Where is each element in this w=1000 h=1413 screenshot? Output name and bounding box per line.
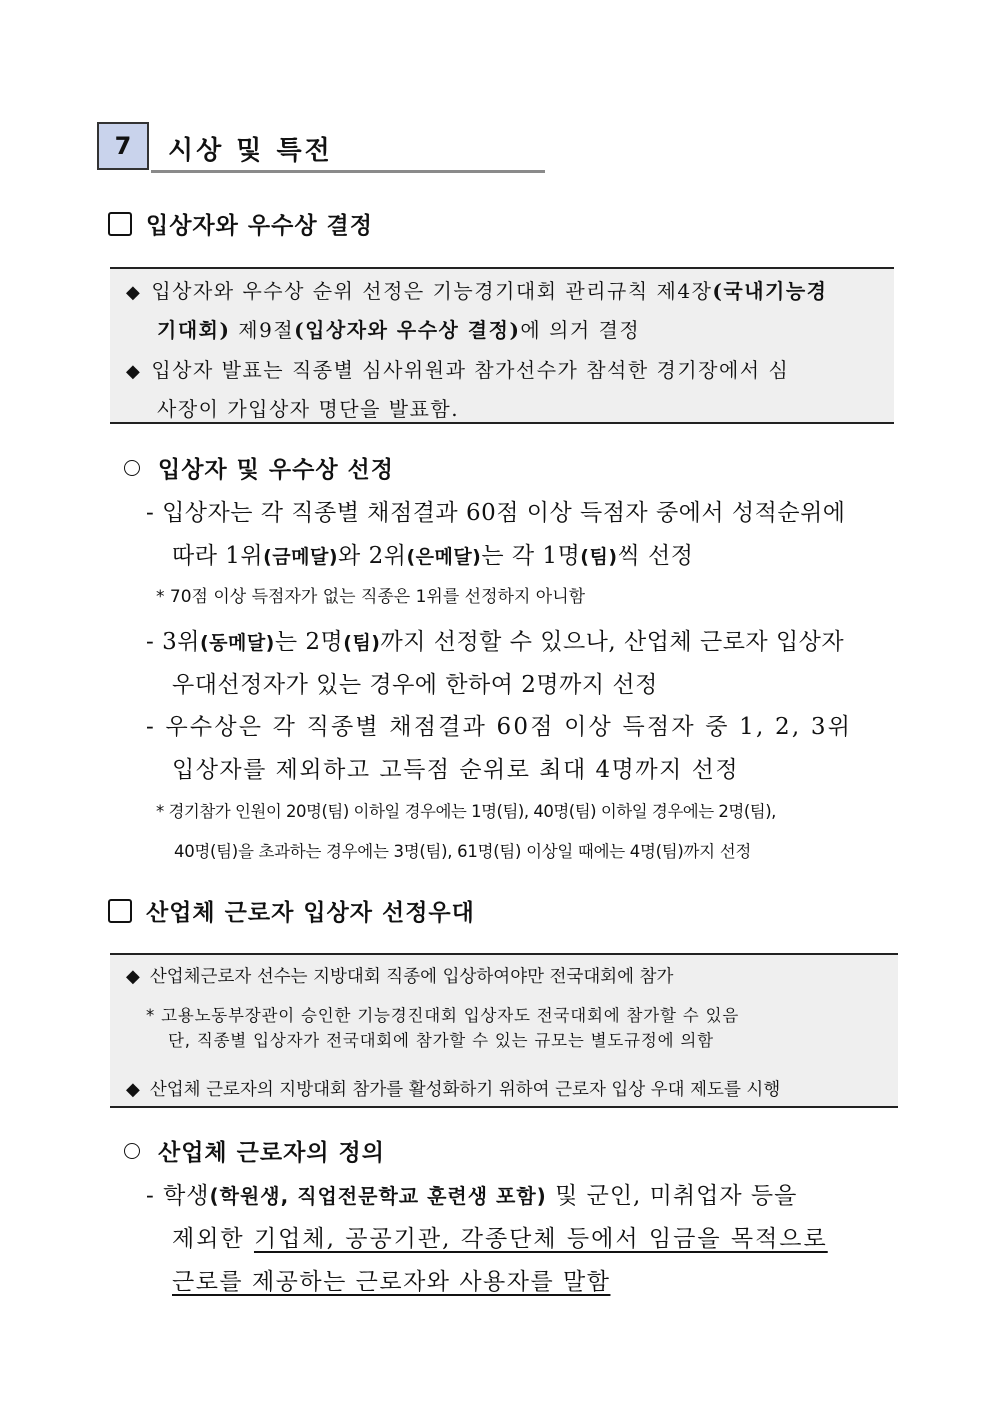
box1-line4: 사장이 가입상자 명단을 발표함. [157,397,460,421]
section-title: 시상 및 특전 [168,136,333,166]
note-2b: 40명(팀)을 초과하는 경우에는 3명(팀), 61명(팀) 이상일 때에는 4명(팀)까지 선정 [174,842,752,861]
checkbox-icon [108,899,132,923]
definition-line2: 제외한 기업체, 공공기관, 각종단체 등에서 임금을 목적으로 [172,1226,828,1252]
box2-note-a: * 고용노동부장관이 승인한 기능경진대회 입상자도 전국대회에 참가할 수 있음 [146,1006,740,1025]
part2-subheading: 산업체 근로자의 정의 [124,1134,385,1167]
section-underline [151,170,545,173]
item-b-line2: 우대선정자가 있는 경우에 한하여 2명까지 선정 [172,672,658,698]
diamond-bullet-icon: ◆ [126,282,142,303]
box2-line2: ◆ 산업체 근로자의 지방대회 참가를 활성화하기 위하여 근로자 입상 우대 제도를 시행 [126,1079,781,1100]
item-c-line1: - 우수상은 각 직종별 채점결과 60점 이상 득점자 중 1, 2, 3위 [146,714,853,740]
diamond-bullet-icon: ◆ [126,966,140,987]
definition-line1: - 학생(학원생, 직업전문학교 훈련생 포함) 및 군인, 미취업자 등을 [146,1183,798,1209]
diamond-bullet-icon: ◆ [126,1079,140,1100]
item-a-line1: - 입상자는 각 직종별 채점결과 60점 이상 득점자 중에서 성적순위에 [146,500,846,526]
part2-heading [108,894,475,927]
part1-info-box [110,267,894,424]
section-number: 7 [97,122,149,170]
diamond-bullet-icon: ◆ [126,361,142,382]
circle-bullet-icon [124,1143,140,1159]
part1-heading-text: 입상자와 우수상 결정 [146,213,373,239]
item-a-line2: 따라 1위(금메달)와 2위(은메달)는 각 1명(팀)씩 선정 [172,543,694,569]
box1-line3: ◆ 입상자 발표는 직종별 심사위원과 참가선수가 참석한 경기장에서 심 [126,358,790,382]
box1-line1: ◆ 입상자와 우수상 순위 선정은 기능경기대회 관리규칙 제4장(국내기능경 [126,279,828,303]
item-c-line2: 입상자를 제외하고 고득점 순위로 최대 4명까지 선정 [172,757,740,783]
part1-heading [108,207,373,240]
box2-note-b: 단, 직종별 입상자가 전국대회에 참가할 수 있는 규모는 별도규정에 의함 [168,1031,714,1050]
part2-info-box [110,953,898,1108]
box1-line2: 기대회) 제9절(입상자와 우수상 결정)에 의거 결정 [157,318,641,342]
item-b-line1: - 3위(동메달)는 2명(팀)까지 선정할 수 있으나, 산업체 근로자 입상자 [146,629,845,655]
box2-line1: ◆ 산업체근로자 선수는 지방대회 직종에 입상하여야만 전국대회에 참가 [126,966,674,987]
checkbox-icon [108,212,132,236]
note-1: * 70점 이상 득점자가 없는 직종은 1위를 선정하지 아니함 [156,587,586,607]
part1-subheading: 입상자 및 우수상 선정 [124,451,394,484]
note-2a: * 경기참가 인원이 20명(팀) 이하일 경우에는 1명(팀), 40명(팀) 이하일 경우에는 2명(팀), [156,802,776,821]
definition-line3: 근로를 제공하는 근로자와 사용자를 말함 [172,1269,611,1295]
part2-heading-text: 산업체 근로자 입상자 선정우대 [146,900,475,926]
circle-bullet-icon [124,460,140,476]
